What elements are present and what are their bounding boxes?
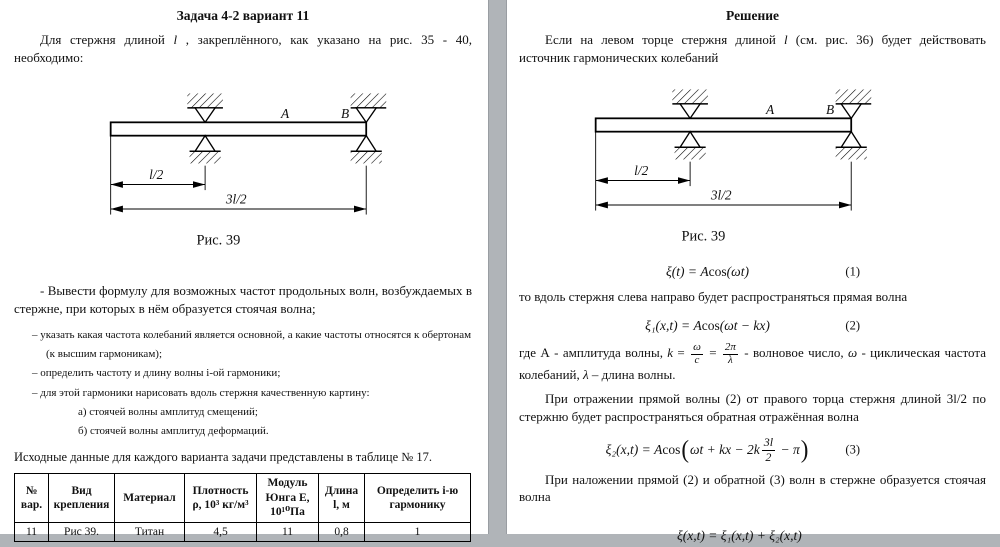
figure-caption: Рис. 39 xyxy=(196,232,241,249)
intro-text: Для стержня длиной xyxy=(40,32,174,47)
svg-text:l/2: l/2 xyxy=(634,162,649,178)
intro-text: , закреплённого, как указано на рис. 35 - 40, необходимо: xyxy=(14,32,472,65)
text: – длина волны. xyxy=(588,367,676,383)
eq-term: (ωt − kx) xyxy=(719,318,770,334)
text: = xyxy=(704,345,721,361)
variants-table xyxy=(14,473,471,542)
big-paren-open: ( xyxy=(681,435,689,463)
cell: 0,8 xyxy=(319,522,365,541)
paragraph-standing-wave: При наложении прямой (2) и обратной (3) волн в стержне образуется стоячая волна xyxy=(519,471,986,505)
eq-function: cos xyxy=(701,318,720,334)
list-item: – указать какая частота колебаний является основной, а какие частоты относятся к обертонам (к высшим гармоникам); xyxy=(32,328,472,361)
solution-title: Решение xyxy=(726,8,779,23)
page-solution xyxy=(507,0,1000,543)
paragraph-reflection: При отражении прямой волны (2) от правого торца стержня длиной 3l/2 по стержню будет распространяться обратная отражённая волна xyxy=(519,391,986,424)
fraction-2pi-lambda: $\frac{2\pi}{\lambda}$ xyxy=(724,341,736,366)
dimension-3l-half xyxy=(596,187,852,205)
col-header: Материал xyxy=(115,474,185,522)
equation-4-partial: ξ(x,t) = ξ₁(x,t) + ξ₂(x,t) xyxy=(677,528,802,543)
equation-2 xyxy=(519,316,986,336)
equation-number: (2) xyxy=(845,318,860,333)
length-symbol: l xyxy=(173,32,178,47)
wavenumber-symbol: k xyxy=(667,345,674,361)
list-subitem: а) стоячей волны амплитуд смещений; xyxy=(78,405,258,418)
col-header: Вид крепления xyxy=(49,474,115,522)
eq-term: − π xyxy=(777,442,800,458)
list-item: – определить частоту и длину волны i-ой гармоники; xyxy=(32,367,281,380)
top-support-left xyxy=(187,93,223,122)
eq-function: cos xyxy=(708,264,727,280)
top-support-right xyxy=(836,89,872,118)
point-label-a: A xyxy=(766,101,775,117)
cell: 4,5 xyxy=(185,522,257,541)
point-label-b: B xyxy=(826,101,835,117)
paragraph-definitions xyxy=(519,342,986,384)
svg-text:3l/2: 3l/2 xyxy=(225,191,247,207)
dimension-l-half xyxy=(111,167,205,185)
text: - циклическая частота колебаний, xyxy=(519,345,986,383)
dimension-3l-half xyxy=(111,191,367,209)
figure-rod-supports xyxy=(579,75,879,252)
eq-function: cos xyxy=(662,442,681,458)
eq-term: ξ₂(x,t) = A xyxy=(605,442,663,458)
eq-term: ωt + kx − 2k xyxy=(690,442,760,458)
text: - волновое число, xyxy=(739,345,848,361)
cell: Рис 39. xyxy=(49,522,115,541)
table-note: Исходные данные для каждого варианта задачи представлены в таблице № 17. xyxy=(14,450,432,465)
intro-text: (см. рис. 36) будет действовать источник гармонических колебаний xyxy=(519,32,986,65)
text: где А - амплитуда волны, xyxy=(519,345,668,361)
list-subitem: б) стоячей волны амплитуд деформаций. xyxy=(78,425,269,438)
lambda-symbol: λ xyxy=(583,367,589,383)
text: = xyxy=(673,345,690,361)
bottom-support-right xyxy=(351,136,382,164)
equation-number: (3) xyxy=(845,442,860,457)
paragraph-forward-wave: то вдоль стержня слева направо будет распространяться прямая волна xyxy=(519,289,908,305)
top-support-right xyxy=(351,93,387,122)
cell: 1 xyxy=(365,522,471,541)
col-header: Модуль Юнга Е, 10¹⁰Па xyxy=(257,474,319,522)
col-header: Определить i-ю гармонику xyxy=(365,474,471,522)
rod-diagram xyxy=(579,75,879,247)
top-support-left xyxy=(672,89,708,118)
list-item: – для этой гармоники нарисовать вдоль стержня качественную картину: xyxy=(32,386,370,399)
svg-text:3l/2: 3l/2 xyxy=(710,187,732,203)
task-title: Задача 4-2 вариант 11 xyxy=(176,8,310,23)
big-paren-close: ) xyxy=(800,435,809,463)
svg-text:l/2: l/2 xyxy=(149,166,164,182)
length-symbol: l xyxy=(783,32,788,47)
fraction-omega-c: $\frac{\omega}{c}$ xyxy=(693,341,701,366)
intro-text: Если на левом торце стержня длиной xyxy=(545,32,784,47)
bottom-support-right xyxy=(836,132,867,160)
equation-number: (1) xyxy=(845,264,860,279)
rod-diagram xyxy=(94,79,394,251)
rod-beam xyxy=(596,118,852,131)
bullet-list xyxy=(32,326,472,442)
omega-symbol: ω xyxy=(847,345,858,361)
task-statement: - Вывести формулу для возможных частот продольных волн, возбуждаемых в стержне, при которых в нём образуется стоячая волна; xyxy=(14,283,472,317)
col-header: Плотность ρ, 10³ кг/м³ xyxy=(185,474,257,522)
figure-caption: Рис. 39 xyxy=(681,228,726,245)
table-header-row xyxy=(15,474,471,522)
eq-term: ξ(t) = A xyxy=(666,264,709,280)
solution-intro xyxy=(519,31,986,67)
equation-3 xyxy=(519,436,986,465)
eq-term: ξ₁(x,t) = A xyxy=(645,318,702,334)
point-label-b: B xyxy=(341,105,350,121)
task-intro xyxy=(14,31,472,67)
point-label-a: A xyxy=(281,105,290,121)
bottom-support-left xyxy=(190,136,221,164)
col-header: № вар. xyxy=(15,474,49,522)
col-header: Длина l, м xyxy=(319,474,365,522)
rod-beam xyxy=(111,122,367,135)
dimension-l-half xyxy=(596,163,690,181)
equation-1 xyxy=(519,262,986,282)
fraction-3l-2: $\frac{3l}{2}$ xyxy=(763,434,774,464)
cell: 11 xyxy=(15,522,49,541)
figure-rod-supports xyxy=(94,79,394,256)
table-row xyxy=(15,522,471,541)
page-gutter xyxy=(488,0,507,534)
eq-term: (ωt) xyxy=(726,264,749,280)
cell: 11 xyxy=(257,522,319,541)
bottom-support-left xyxy=(675,132,706,160)
page-task xyxy=(0,0,488,538)
cell: Титан xyxy=(115,522,185,541)
